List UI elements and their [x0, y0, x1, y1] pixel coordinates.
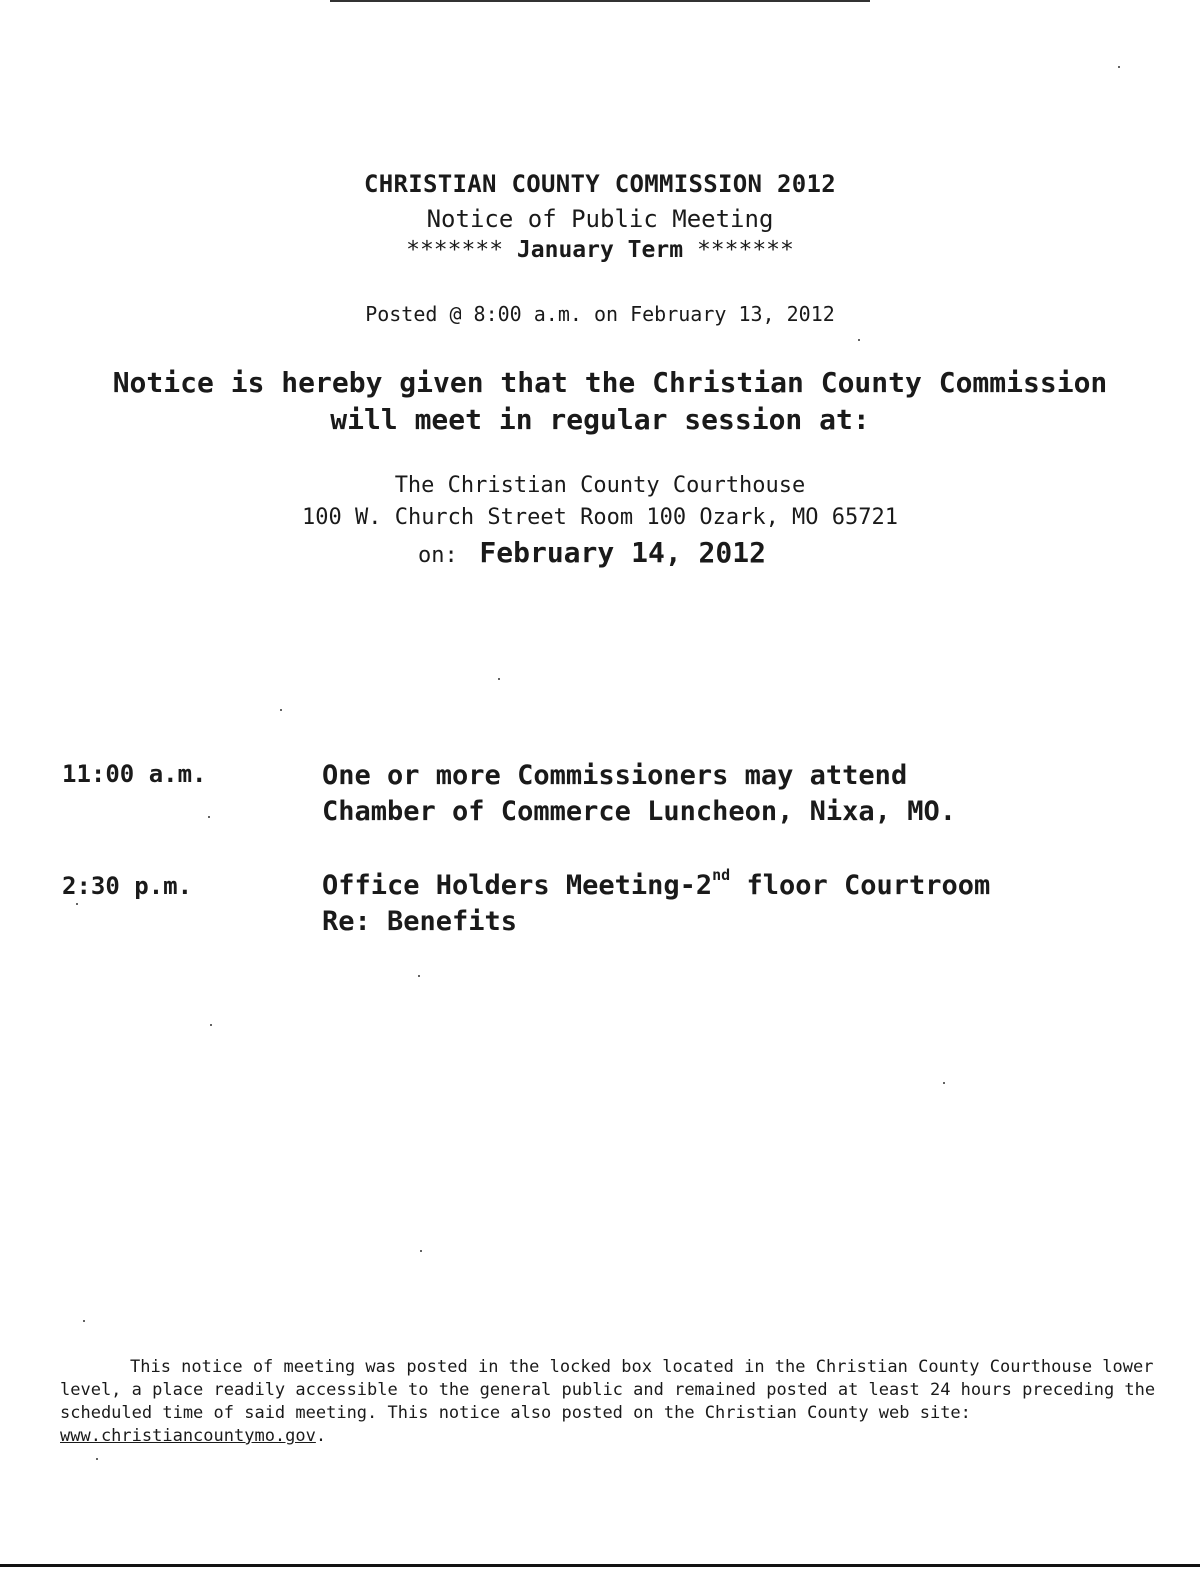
- bottom-scan-edge: [0, 1564, 1200, 1567]
- scan-speck: [420, 1250, 422, 1252]
- agenda-line: Re: Benefits: [322, 906, 518, 937]
- agenda-line-text: Office Holders Meeting-2: [322, 870, 713, 901]
- scan-speck: [76, 903, 78, 905]
- document-title: CHRISTIAN COUNTY COMMISSION 2012: [364, 170, 836, 198]
- posted-line: Posted @ 8:00 a.m. on February 13, 2012: [365, 302, 835, 326]
- scan-speck: [208, 816, 210, 818]
- top-scan-edge: [330, 0, 870, 2]
- term-stars-left: *******: [406, 237, 504, 263]
- document-subtitle: Notice of Public Meeting: [426, 205, 774, 233]
- agenda-item: [322, 758, 956, 830]
- posting-statement: [60, 1356, 1160, 1448]
- notice-line-2: will meet in regular session at:: [330, 403, 870, 436]
- venue-name: The Christian County Courthouse: [394, 473, 806, 498]
- meeting-date-line: [418, 536, 766, 569]
- agenda-line-text: floor Courtroom: [730, 870, 991, 901]
- scan-speck: [858, 339, 860, 341]
- agenda-time: 2:30 p.m.: [62, 872, 193, 900]
- agenda-time: 11:00 a.m.: [62, 760, 207, 788]
- county-website-link[interactable]: www.christiancountymo.gov: [60, 1426, 316, 1446]
- ordinal-suffix: nd: [712, 866, 731, 884]
- meeting-date: February 14, 2012: [479, 536, 766, 569]
- agenda-line: [322, 868, 990, 904]
- agenda-item: [322, 868, 990, 940]
- term-line: [0, 237, 1200, 263]
- term-stars-right: *******: [696, 237, 794, 263]
- scan-speck: [96, 1458, 98, 1460]
- date-prefix: on:: [418, 543, 458, 568]
- agenda-line: Chamber of Commerce Luncheon, Nixa, MO.: [322, 796, 956, 827]
- scan-speck: [943, 1082, 945, 1084]
- posting-statement-text: This notice of meeting was posted in the locked box located in the Christian County Courthouse lower level, a place readily accessible to the general public and remained posted at least 24 hours preceding the scheduled time of said meeting. This notice also posted on the Christian County web site:: [60, 1357, 1156, 1423]
- scan-speck: [210, 1024, 212, 1026]
- scan-speck: [418, 975, 420, 977]
- posting-statement-end: .: [315, 1426, 327, 1446]
- agenda-line: One or more Commissioners may attend: [322, 760, 908, 791]
- scan-speck: [1118, 66, 1120, 68]
- scan-speck: [280, 709, 282, 711]
- notice-line-1: Notice is hereby given that the Christian County Commission: [112, 366, 1108, 399]
- term-label: January Term: [516, 237, 684, 263]
- scan-speck: [83, 1320, 85, 1322]
- scan-speck: [498, 678, 500, 680]
- venue-address: 100 W. Church Street Room 100 Ozark, MO 65721: [301, 505, 899, 530]
